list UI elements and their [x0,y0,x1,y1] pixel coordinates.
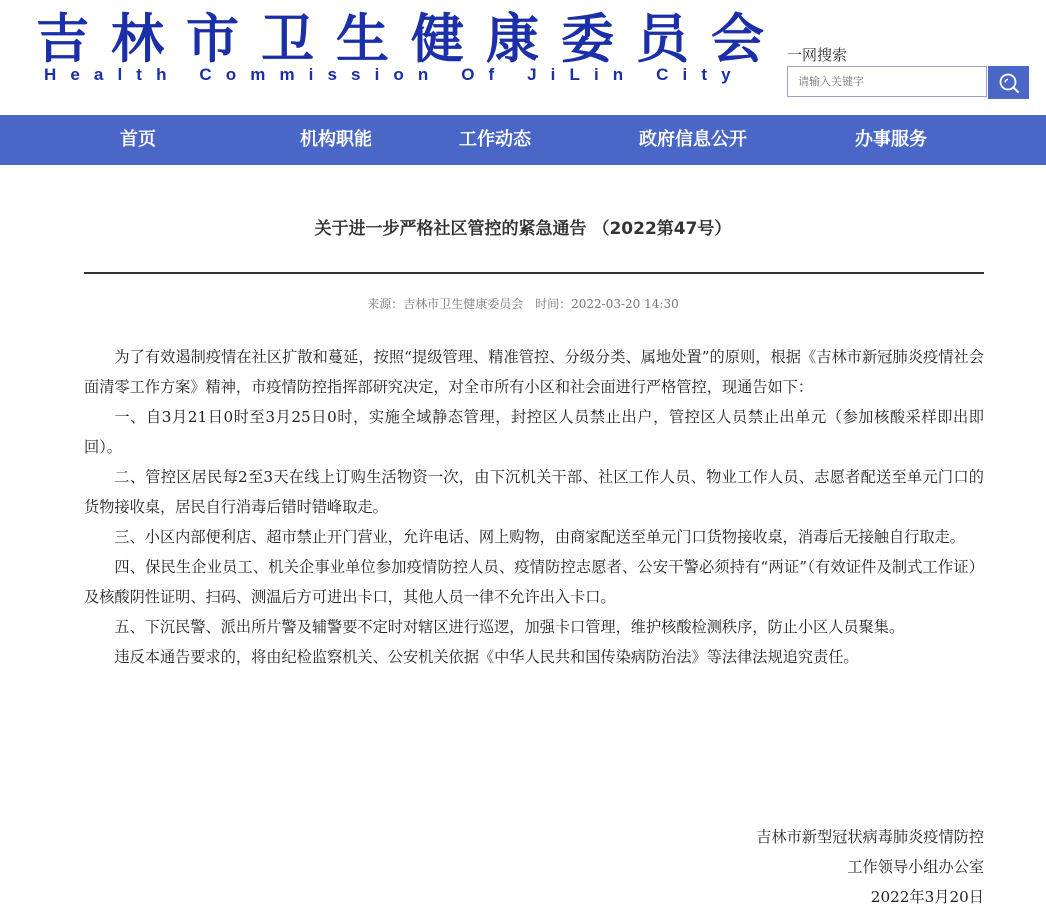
site-logo-chinese[interactable]: 吉林市卫生健康委员会 [36,8,786,70]
article-paragraph: 违反本通告要求的，将由纪检监察机关、公安机关依据《中华人民共和国传染病防治法》等法律法规追究责任。 [114,648,859,666]
article-body [84,342,984,672]
article-paragraph: 四、保民生企业员工、机关企事业单位参加疫情防控人员、疫情防控志愿者、公安干警必须持有“两证”（有效证件及制式工作证）及核酸阴性证明、扫码、测温后方可进出卡口，其他人员一律不允许出入卡口。 [84,558,984,606]
article-time: 时间：2022-03-20 14:30 [535,297,679,311]
article-title: 关于进一步严格社区管控的紧急通告 （2022第47号） [314,219,732,239]
nav-item-gov-info[interactable]: 政府信息公开 [639,129,747,150]
article-source: 来源：吉林市卫生健康委员会 [367,297,524,311]
article-paragraph: 二、管控区居民每2至3天在线上订购生活物资一次，由下沉机关干部、社区工作人员、物业工作人员、志愿者配送至单元门口的货物接收桌，居民自行消毒后错时错峰取走。 [84,468,984,516]
article-paragraph: 五、下沉民警、派出所片警及辅警要不定时对辖区进行巡逻，加强卡口管理，维护核酸检测秩序，防止小区人员聚集。 [114,618,905,636]
signature-date: 2022年3月20日 [870,888,984,906]
search-button[interactable] [988,66,1029,99]
signature-org-line1: 吉林市新型冠状病毒肺炎疫情防控 [756,828,984,846]
nav-item-news[interactable]: 工作动态 [459,129,531,150]
search-input[interactable] [787,66,987,97]
article-meta [0,296,1046,312]
nav-item-functions[interactable]: 机构职能 [300,129,372,150]
nav-item-services[interactable]: 办事服务 [855,129,927,150]
signature-org-line2: 工作领导小组办公室 [847,858,984,876]
article-paragraph: 为了有效遏制疫情在社区扩散和蔓延，按照“提级管理、精准管控、分级分类、属地处置”的原则，根据《吉林市新冠肺炎疫情社会面清零工作方案》精神，市疫情防控指挥部研究决定，对全市所有小区和社会面进行严格管控，现通告如下： [84,348,984,396]
search-icon [998,72,1020,94]
article-paragraph: 三、小区内部便利店、超市禁止开门营业，允许电话、网上购物，由商家配送至单元门口货物接收桌，消毒后无接触自行取走。 [114,528,965,546]
article-paragraph: 一、自3月21日0时至3月25日0时，实施全域静态管理，封控区人员禁止出户，管控区人员禁止出单元（参加核酸采样即出即回）。 [84,408,984,456]
main-nav [0,115,1046,165]
article-signature [756,822,984,912]
site-logo-english: Health Commission Of JiLin City [44,65,745,84]
search-title: 一网搜索 [787,46,848,64]
title-divider [84,272,984,274]
nav-item-home[interactable]: 首页 [120,129,156,150]
site-header [0,0,1046,115]
